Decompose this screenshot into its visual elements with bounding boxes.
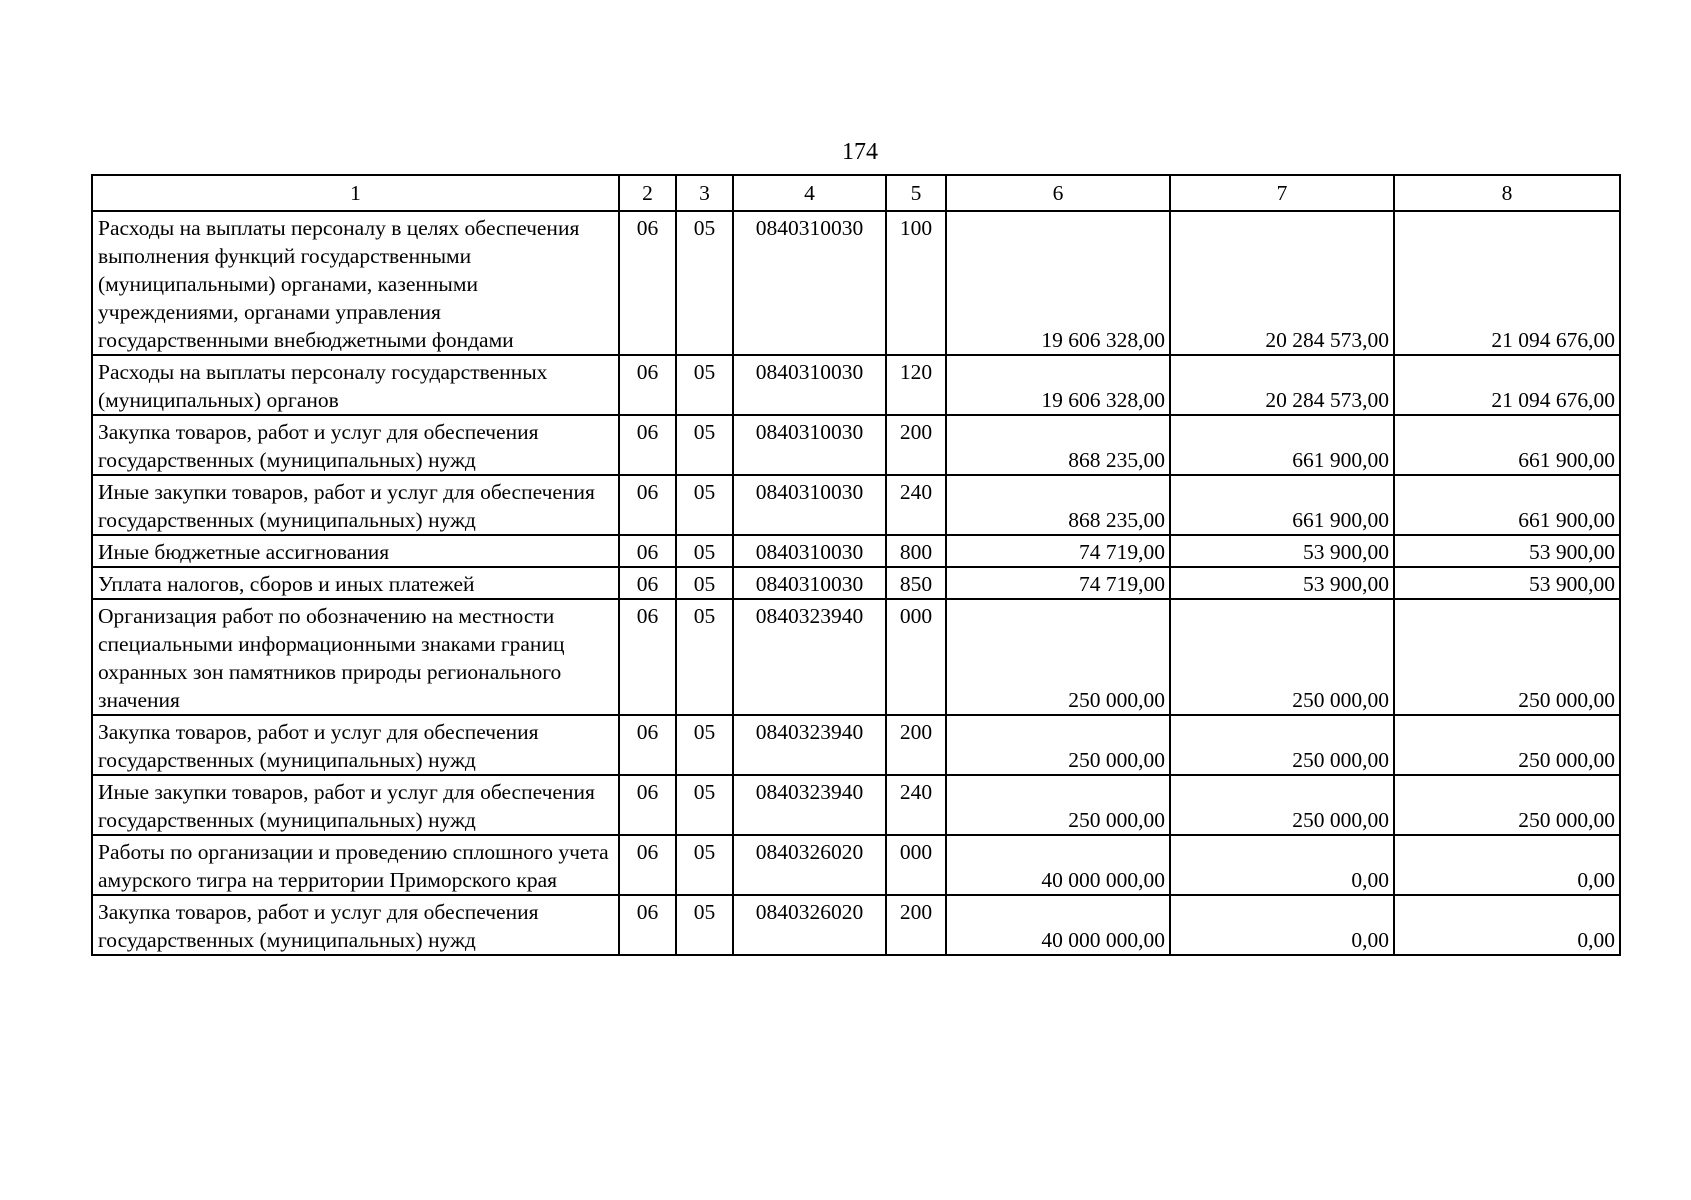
expense-item-name: Закупка товаров, работ и услуг для обеспечения государственных (муниципальных) нужд — [92, 415, 619, 475]
expense-item-name: Работы по организации и проведению сплошного учета амурского тигра на территории Приморского края — [92, 835, 619, 895]
amount-year-3: 53 900,00 — [1394, 567, 1620, 599]
expense-type-code: 120 — [886, 355, 946, 415]
amount-year-3: 250 000,00 — [1394, 599, 1620, 715]
subsection-code: 05 — [676, 599, 733, 715]
target-item-code: 0840323940 — [733, 599, 886, 715]
section-code: 06 — [619, 211, 676, 355]
amount-year-3: 250 000,00 — [1394, 715, 1620, 775]
amount-year-1: 250 000,00 — [946, 715, 1170, 775]
section-code: 06 — [619, 715, 676, 775]
subsection-code: 05 — [676, 415, 733, 475]
column-header: 8 — [1394, 175, 1620, 211]
amount-year-2: 20 284 573,00 — [1170, 211, 1394, 355]
table-row — [92, 599, 1620, 715]
amount-year-2: 0,00 — [1170, 835, 1394, 895]
expense-type-code: 200 — [886, 415, 946, 475]
amount-year-3: 0,00 — [1394, 835, 1620, 895]
target-item-code: 0840310030 — [733, 567, 886, 599]
table-row — [92, 567, 1620, 599]
column-header: 3 — [676, 175, 733, 211]
target-item-code: 0840310030 — [733, 211, 886, 355]
amount-year-1: 868 235,00 — [946, 415, 1170, 475]
target-item-code: 0840310030 — [733, 355, 886, 415]
target-item-code: 0840310030 — [733, 535, 886, 567]
expense-type-code: 000 — [886, 599, 946, 715]
column-header: 1 — [92, 175, 619, 211]
column-header: 5 — [886, 175, 946, 211]
column-header: 7 — [1170, 175, 1394, 211]
target-item-code: 0840310030 — [733, 415, 886, 475]
subsection-code: 05 — [676, 211, 733, 355]
amount-year-3: 53 900,00 — [1394, 535, 1620, 567]
amount-year-1: 250 000,00 — [946, 775, 1170, 835]
expense-item-name: Расходы на выплаты персоналу в целях обеспечения выполнения функций государственными (муниципальными) органами, казенными учреждениями, органами управления государственными внебюджетными фондами — [92, 211, 619, 355]
amount-year-1: 74 719,00 — [946, 535, 1170, 567]
expense-type-code: 000 — [886, 835, 946, 895]
amount-year-1: 40 000 000,00 — [946, 835, 1170, 895]
expense-item-name: Иные закупки товаров, работ и услуг для обеспечения государственных (муниципальных) нужд — [92, 775, 619, 835]
section-code: 06 — [619, 835, 676, 895]
budget-table — [91, 174, 1621, 956]
amount-year-1: 74 719,00 — [946, 567, 1170, 599]
table-row — [92, 211, 1620, 355]
section-code: 06 — [619, 475, 676, 535]
amount-year-2: 250 000,00 — [1170, 775, 1394, 835]
table-row — [92, 355, 1620, 415]
table-row — [92, 835, 1620, 895]
expense-item-name: Закупка товаров, работ и услуг для обеспечения государственных (муниципальных) нужд — [92, 895, 619, 955]
subsection-code: 05 — [676, 567, 733, 599]
section-code: 06 — [619, 355, 676, 415]
subsection-code: 05 — [676, 535, 733, 567]
amount-year-2: 661 900,00 — [1170, 475, 1394, 535]
amount-year-2: 0,00 — [1170, 895, 1394, 955]
column-header: 4 — [733, 175, 886, 211]
amount-year-2: 53 900,00 — [1170, 567, 1394, 599]
expense-type-code: 850 — [886, 567, 946, 599]
amount-year-3: 250 000,00 — [1394, 775, 1620, 835]
target-item-code: 0840323940 — [733, 775, 886, 835]
amount-year-1: 40 000 000,00 — [946, 895, 1170, 955]
table-row — [92, 715, 1620, 775]
amount-year-1: 250 000,00 — [946, 599, 1170, 715]
amount-year-2: 250 000,00 — [1170, 599, 1394, 715]
amount-year-2: 20 284 573,00 — [1170, 355, 1394, 415]
expense-item-name: Иные закупки товаров, работ и услуг для обеспечения государственных (муниципальных) нужд — [92, 475, 619, 535]
amount-year-3: 661 900,00 — [1394, 475, 1620, 535]
amount-year-3: 661 900,00 — [1394, 415, 1620, 475]
expense-type-code: 800 — [886, 535, 946, 567]
table-row — [92, 775, 1620, 835]
column-header: 6 — [946, 175, 1170, 211]
amount-year-3: 21 094 676,00 — [1394, 355, 1620, 415]
expense-item-name: Иные бюджетные ассигнования — [92, 535, 619, 567]
expense-type-code: 200 — [886, 895, 946, 955]
subsection-code: 05 — [676, 775, 733, 835]
target-item-code: 0840323940 — [733, 715, 886, 775]
amount-year-2: 53 900,00 — [1170, 535, 1394, 567]
amount-year-2: 250 000,00 — [1170, 715, 1394, 775]
expense-type-code: 200 — [886, 715, 946, 775]
page-number: 174 — [842, 139, 878, 165]
target-item-code: 0840326020 — [733, 835, 886, 895]
expense-item-name: Расходы на выплаты персоналу государственных (муниципальных) органов — [92, 355, 619, 415]
section-code: 06 — [619, 895, 676, 955]
table-row — [92, 475, 1620, 535]
subsection-code: 05 — [676, 895, 733, 955]
column-header: 2 — [619, 175, 676, 211]
section-code: 06 — [619, 535, 676, 567]
amount-year-1: 868 235,00 — [946, 475, 1170, 535]
table-row — [92, 895, 1620, 955]
section-code: 06 — [619, 415, 676, 475]
subsection-code: 05 — [676, 475, 733, 535]
expense-type-code: 240 — [886, 475, 946, 535]
expense-item-name: Организация работ по обозначению на местности специальными информационными знаками границ охранных зон памятников природы регионального значения — [92, 599, 619, 715]
amount-year-1: 19 606 328,00 — [946, 355, 1170, 415]
amount-year-2: 661 900,00 — [1170, 415, 1394, 475]
section-code: 06 — [619, 775, 676, 835]
target-item-code: 0840326020 — [733, 895, 886, 955]
subsection-code: 05 — [676, 355, 733, 415]
subsection-code: 05 — [676, 715, 733, 775]
amount-year-3: 21 094 676,00 — [1394, 211, 1620, 355]
target-item-code: 0840310030 — [733, 475, 886, 535]
expense-item-name: Закупка товаров, работ и услуг для обеспечения государственных (муниципальных) нужд — [92, 715, 619, 775]
amount-year-1: 19 606 328,00 — [946, 211, 1170, 355]
amount-year-3: 0,00 — [1394, 895, 1620, 955]
subsection-code: 05 — [676, 835, 733, 895]
expense-type-code: 100 — [886, 211, 946, 355]
table-row — [92, 535, 1620, 567]
expense-type-code: 240 — [886, 775, 946, 835]
column-number-header-row — [92, 175, 1620, 211]
table-row — [92, 415, 1620, 475]
expense-item-name: Уплата налогов, сборов и иных платежей — [92, 567, 619, 599]
section-code: 06 — [619, 567, 676, 599]
section-code: 06 — [619, 599, 676, 715]
